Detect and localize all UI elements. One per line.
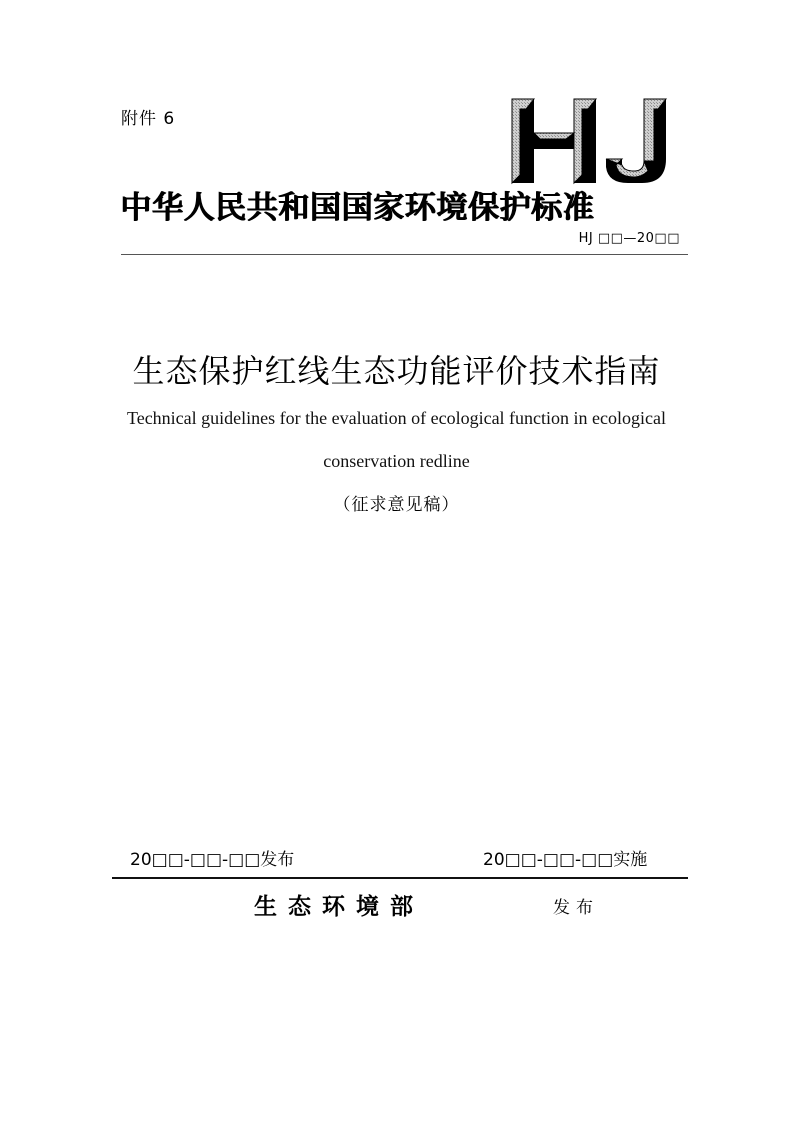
- document-title-english-line2: conservation redline: [323, 451, 470, 471]
- publish-date: 20□□-□□-□□发布: [130, 850, 295, 870]
- document-title-english-line1: Technical guidelines for the evaluation of ecological function in ecological: [126, 408, 667, 428]
- standard-category-title: 中华人民共和国国家环境保护标准: [120, 190, 594, 226]
- header-divider: [121, 254, 688, 255]
- issuing-authority: 生态环境部: [254, 893, 424, 920]
- issue-label: 发布: [553, 898, 599, 918]
- implement-date: 20□□-□□-□□实施: [483, 850, 648, 870]
- standard-number: HJ □□—20□□: [578, 231, 680, 246]
- document-title-chinese: 生态保护红线生态功能评价技术指南: [132, 352, 661, 390]
- attachment-label: 附件 6: [121, 109, 176, 129]
- hj-logo-icon: [510, 97, 672, 185]
- hj-logo: [510, 97, 672, 185]
- draft-status: （征求意见稿）: [333, 495, 460, 515]
- footer-divider: [112, 877, 688, 879]
